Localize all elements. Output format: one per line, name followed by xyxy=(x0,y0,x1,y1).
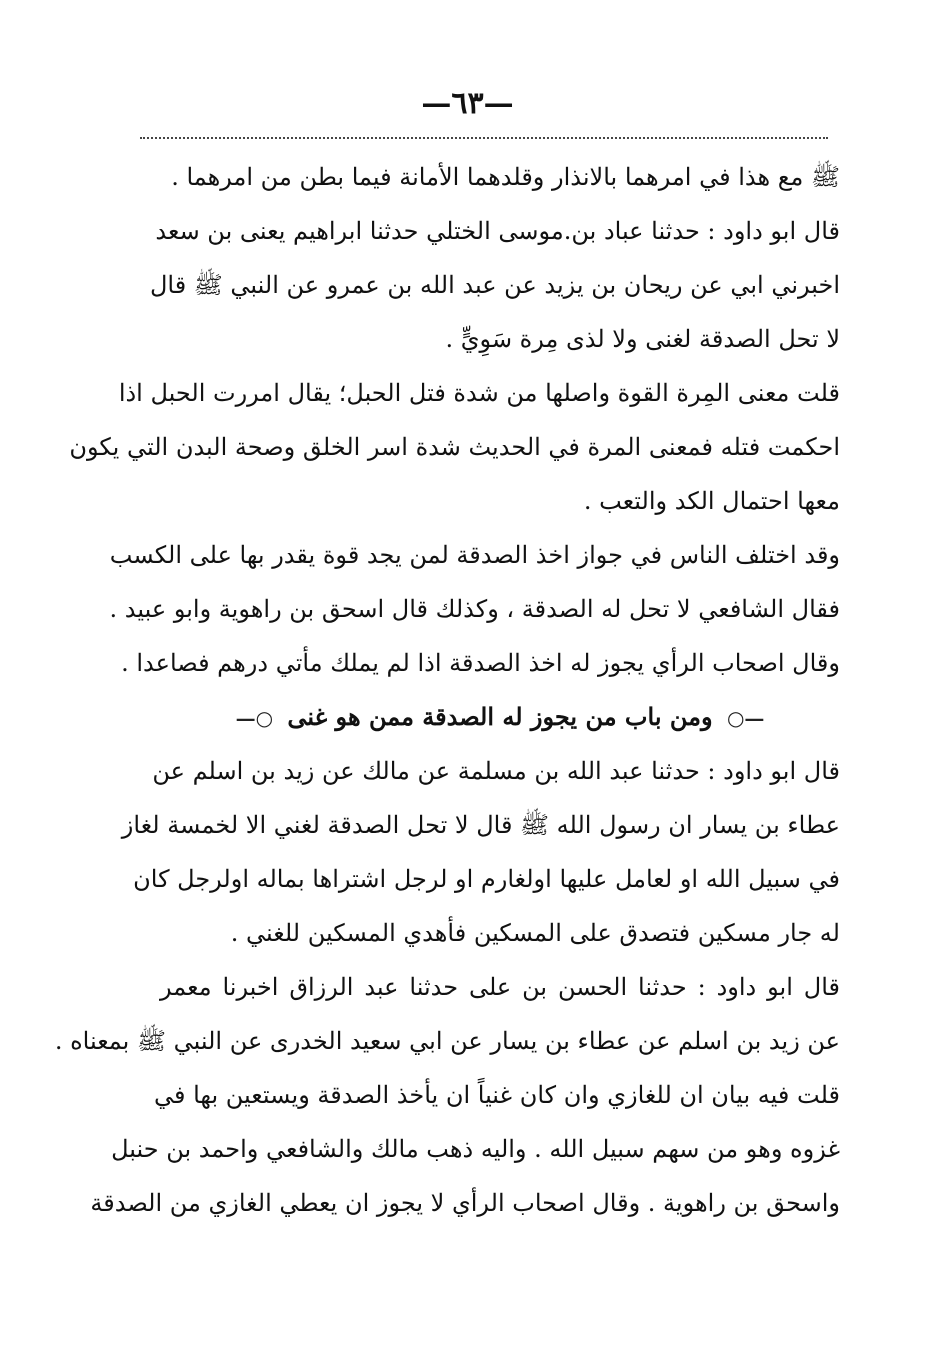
section-heading-text: ومن باب من يجوز له الصدقة ممن هو غنى xyxy=(287,702,713,731)
text-line: عن زيد بن اسلم عن عطاء بن يسار عن ابي سعيد الخدرى عن النبي ﷺ بمعناه . xyxy=(54,1027,840,1055)
text-line: فقال الشافعي لا تحل له الصدقة ، وكذلك قال اسحق بن راهوية وابو عبيد . xyxy=(109,595,840,623)
paragraph xyxy=(109,528,840,690)
text-line: ﷺ مع هذا في امرهما بالانذار وقلدهما الأمانة فيما بطن من امرهما . xyxy=(171,163,840,191)
text-line: في سبيل الله او لعامل عليها اولغارم او لرجل اشتراها بماله اولرجل كان xyxy=(133,865,840,893)
text-line: قال ابو داود : حدثنا الحسن بن على حدثنا عبد الرزاق اخبرنا معمر xyxy=(160,973,840,1001)
text-line: له جار مسكين فتصدق على المسكين فأهدي المسكين للغني . xyxy=(230,919,840,947)
paragraph xyxy=(69,366,840,528)
document-body xyxy=(54,150,840,1230)
text-line: واسحق بن راهوية . وقال اصحاب الرأي لا يجوز ان يعطي الغازي من الصدقة xyxy=(90,1189,840,1217)
text-line: اخبرني ابي عن ريحان بن يزيد عن عبد الله بن عمرو عن النبي ﷺ قال xyxy=(149,271,840,299)
ornament-right: —○ xyxy=(726,706,765,730)
text-line: قال ابو داود : حدثنا عباد بن.موسى الختلي حدثنا ابراهيم يعنى بن سعد xyxy=(155,217,840,245)
text-line: قال ابو داود : حدثنا عبد الله بن مسلمة عن مالك عن زيد بن اسلم عن xyxy=(152,757,840,785)
text-line: قلت فيه بيان ان للغازي وان كان غنياً ان يأخذ الصدقة ويستعين بها في xyxy=(153,1081,840,1109)
text-line: غزوه وهو من سهم سبيل الله . واليه ذهب مالك والشافعي واحمد بن حنبل xyxy=(111,1135,840,1163)
text-line: وقال اصحاب الرأي يجوز له اخذ الصدقة اذا لم يملك مأتي درهم فصاعدا . xyxy=(121,649,840,677)
header-divider xyxy=(140,137,828,139)
section-heading xyxy=(160,690,840,744)
text-line: لا تحل الصدقة لغنى ولا لذى مِرة سَوِيٍّ . xyxy=(445,325,840,353)
paragraph xyxy=(149,204,840,366)
paragraph xyxy=(54,960,840,1068)
text-line: قلت معنى المِرة القوة واصلها من شدة فتل الحبل؛ يقال امررت الحبل اذا xyxy=(118,379,840,407)
text-line: عطاء بن يسار ان رسول الله ﷺ قال لا تحل الصدقة لغني الا لخمسة لغاز xyxy=(121,811,840,839)
text-line: وقد اختلف الناس في جواز اخذ الصدقة لمن يجد قوة يقدر بها على الكسب xyxy=(109,541,840,569)
text-line: معها احتمال الكد والتعب . xyxy=(583,487,840,515)
paragraph xyxy=(90,1068,840,1230)
page-number: —٦٣— xyxy=(421,86,514,121)
paragraph xyxy=(160,150,840,204)
text-line: احكمت فتله فمعنى المرة في الحديث شدة اسر الخلق وصحة البدن التي يكون xyxy=(69,433,840,461)
ornament-left: ○— xyxy=(235,706,274,730)
paragraph xyxy=(121,744,840,960)
